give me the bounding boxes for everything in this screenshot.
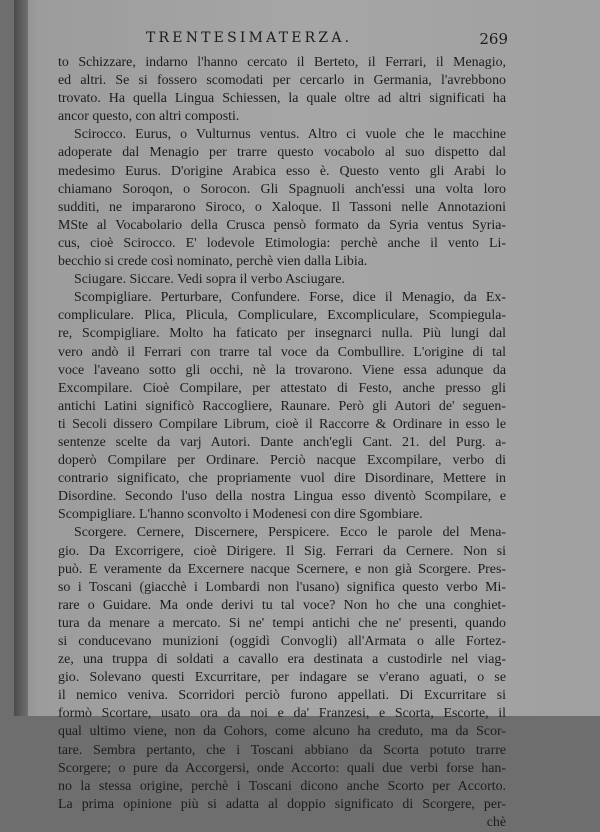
text-line: sentenze scelte da varj Autori. Dante anch'egli Cant. 21. del Purg. a- — [58, 434, 506, 450]
text-line: adoperate dal Menagio per trarre questo vocabolo al suo dispetto dal — [58, 145, 506, 161]
text-line: il nemico veniva. Scorridori perciò furono appellati. Di Excurritare si — [58, 688, 506, 704]
text-line: becchio si crede così nominato, perchè vien dalla Libia. — [58, 254, 368, 270]
text-line: tura da menare a mercato. Si ne' tempi antichi che ne' presenti, quando — [58, 615, 506, 631]
text-line: si conducevano munizioni (oggidì Convogli) all'Armata o alle Fortez- — [58, 634, 506, 649]
text-line: formò Scortare, usato ora da noi e da' Franzesi, e Scorta, Escorte, il — [58, 706, 506, 722]
text-line: ed altri. Se si fossero scomodati per cercarlo in Germania, l'avrebbono — [58, 73, 506, 89]
text-line: rare o Guidare. Ma onde derivi tu tal voce? Non ho che una conghiet- — [58, 597, 506, 613]
text-line: tare. Sembra pertanto, che i Toscani abbiano da Scorta potuto trarre — [58, 742, 506, 758]
text-line: MSte al Vocabolario della Crusca pensò formato da Syria ventus Syria- — [58, 217, 506, 233]
text-line: gio. Solevano questi Excurritare, per indagare se v'erano aguati, o se — [58, 670, 506, 686]
text-line: doperò Compilare per Ordinare. Perciò nacque Excompilare, verbo di — [58, 453, 506, 469]
text-line: Scompigliare. Perturbare, Confundere. Forse, dice il Menagio, da Ex- — [74, 290, 506, 306]
text-line: compliculare. Plica, Plicula, Compliculare, Excompliculare, Scompiegula- — [58, 308, 506, 324]
text-line: qual ultimo viene, non da Cohors, come alcuno ha creduto, ma da Scor- — [58, 724, 506, 740]
text-line: no la stessa origine, perchè i Toscani dicono anche Scorto per Accorto. — [58, 778, 506, 794]
text-line: voce l'aveano sotto gli occhi, nè la trovarono. Viene essa adunque da — [58, 362, 506, 378]
text-line: gio. Da Excorrigere, cioè Dirigere. Il Sig. Ferrari da Cernere. Non si — [58, 543, 506, 559]
text-line: contrario significato, che propriamente vuol dire Disordinare, Mettere in — [58, 471, 506, 487]
text-line: La prima opinione più si adatta al doppio significato di Scorgere, per- — [58, 796, 506, 812]
text-line: to Schizzare, indarno l'hanno cercato il Berteto, il Ferrari, il Menagio, — [58, 55, 506, 70]
text-line: ze, una truppa di soldati a cavallo era destinata a custodirle nel viag- — [58, 652, 506, 668]
text-line: Sciugare. Siccare. Vedi sopra il verbo Asciugare. — [74, 272, 345, 288]
text-line: Scirocco. Eurus, o Vulturnus ventus. Altro ci vuole che le macchine — [74, 127, 506, 143]
text-line: chiamano Soroqon, o Sorocon. Gli Spagnuoli anch'essi una volta loro — [58, 181, 506, 197]
text-line: Scompigliare. L'hanno sconvolto i Modenesi con dire Sgombiare. — [58, 507, 423, 523]
text-line: trovato. Ha quella Lingua Schiessen, la quale oltre ad altri significati ha — [58, 91, 506, 107]
text-line: cus, cioè Scirocco. E' lodevole Etimologia: perchè anche il vento Li- — [58, 235, 506, 251]
page-number: 269 — [479, 30, 508, 48]
text-line: può. E veramente da Excernere nacque Scernere, e non già Scorgere. Pres- — [58, 561, 506, 577]
text-line: Excompilare. Cioè Compilare, per attestato di Festo, anche presso gli — [58, 380, 506, 396]
page-gutter — [14, 0, 28, 716]
body-text — [58, 54, 506, 832]
text-line: Scorgere. Cernere, Discernere, Perspicere. Ecco le parole del Mena- — [74, 525, 506, 541]
text-line: sudditi, ne impararono Siroco, o Xaloque. Il Tassoni nelle Annotazioni — [58, 199, 506, 215]
text-line: antichi Latini significò Raccogliere, Raunare. Però gli Autori de' seguen- — [58, 398, 506, 414]
text-line: chè — [486, 814, 506, 830]
text-line: ti Secoli dissero Compilare Librum, cioè il Raccorre & Ordinare in esso le — [58, 416, 506, 432]
text-line: Scorgere; o pure da Accorgersi, onde Accorto: quali due verbi forse han- — [58, 760, 506, 776]
running-header — [146, 30, 508, 50]
text-line: Disordine. Secondo l'uso della nostra Lingua esso diventò Scompilare, e — [58, 489, 506, 505]
text-line: medesimo Eurus. D'origine Arabica esso è. Questo vento gli Arabi lo — [58, 163, 506, 179]
text-line: so i Toscani (giacchè i Lombardi non l'usano) significa questo verbo Mi- — [58, 579, 506, 595]
book-page — [14, 0, 600, 830]
text-line: ancor questo, con altri composti. — [58, 109, 240, 125]
text-line: re, Scompigliare. Molto ha faticato per insegnarci nulla. Più lungi dal — [58, 326, 506, 342]
chapter-title: TRENTESIMATERZA. — [146, 30, 353, 46]
text-line: vero andò il Ferrari con trarre tal voce da Combullire. L'origine di tal — [58, 344, 506, 360]
